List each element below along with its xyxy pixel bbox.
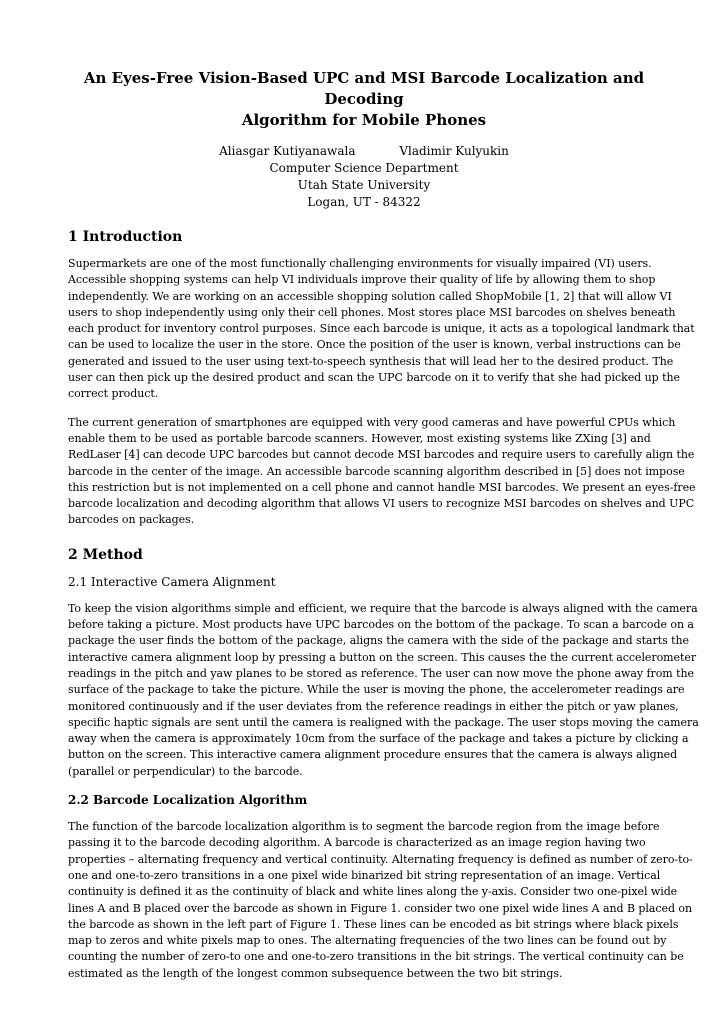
text-line: user can then pick up the desired product and scan the UPC barcode on it to verify that she had picked up the bbox=[68, 371, 680, 385]
text-line: independently. We are working on an accessible shopping solution called ShopMobile [1, 2] that will allow VI bbox=[68, 289, 672, 303]
text-line: map to zeros and white pixels map to ones. The alternating frequencies of the two lines can be found out by bbox=[68, 934, 667, 948]
text-line: this restriction but is not implemented on a cell phone and cannot handle MSI barcodes. We present an eyes-free bbox=[68, 480, 696, 494]
author-department: Computer Science Department bbox=[269, 161, 459, 175]
section-heading-introduction: 1 Introduction bbox=[68, 229, 183, 245]
text-line: counting the number of zero-to one and one-to-zero transitions in the bit strings. The vertical continuity can be bbox=[68, 950, 684, 964]
text-line: To keep the vision algorithms simple and efficient, we require that the barcode is always aligned with the camera bbox=[68, 601, 698, 615]
intro-paragraph-2 bbox=[68, 415, 696, 529]
subsection-heading-barcode-localization: 2.2 Barcode Localization Algorithm bbox=[68, 793, 308, 808]
text-line: interactive camera alignment loop by pressing a button on the screen. This causes the the current accelerometer bbox=[68, 650, 697, 664]
text-line: one and one-to-zero transitions in a one pixel wide binarized bit string representation of an image. Vertical bbox=[68, 868, 661, 882]
title-line-2: Algorithm for Mobile Phones bbox=[241, 111, 487, 129]
text-line: properties – alternating frequency and vertical continuity. Alternating frequency is defined as number of zero-to- bbox=[68, 852, 693, 866]
author-1: Aliasgar Kutiyanawala bbox=[219, 144, 356, 158]
text-line: away when the camera is approximately 10cm from the surface of the package and takes a picture by clicking a bbox=[68, 732, 689, 746]
author-university: Utah State University bbox=[297, 178, 431, 192]
text-line: barcodes on packages. bbox=[68, 513, 195, 527]
text-line: RedLaser [4] can decode UPC barcodes but cannot decode MSI barcodes and require users to carefully align the bbox=[68, 448, 695, 462]
text-line: each product for inventory control purposes. Since each barcode is unique, it acts as a topological landmark that bbox=[68, 322, 695, 336]
text-line: readings in the pitch and yaw planes to be stored as reference. The user can now move the phone away from the bbox=[68, 666, 695, 680]
text-line: button on the screen. This interactive camera alignment procedure ensures that the camera is always aligned bbox=[68, 748, 678, 762]
text-line: generated and issued to the user using text-to-speech synthesis that will lead her to the desired product. The bbox=[68, 354, 674, 368]
text-line: lines A and B placed over the barcode as shown in Figure 1. consider two one pixel wide lines A and B placed on bbox=[68, 901, 693, 915]
text-line: continuity is defined it as the continuity of black and white lines along the y-axis. Consider two one-pixel wide bbox=[68, 885, 678, 899]
text-line: specific haptic signals are sent until the camera is realigned with the package. The user stops moving the camera bbox=[68, 715, 699, 729]
text-line: monitored continuously and if the user deviates from the reference readings in either the pitch or yaw planes, bbox=[68, 699, 679, 713]
text-line: passing it to the barcode decoding algorithm. A barcode is characterized as an image region having two bbox=[68, 836, 646, 850]
barcode-localization-paragraph bbox=[68, 819, 693, 982]
author-names bbox=[68, 143, 660, 160]
text-line: enable them to be used as portable barcode scanners. However, most existing systems like ZXing [3] and bbox=[68, 431, 651, 445]
text-line: Supermarkets are one of the most functionally challenging environments for visually impaired (VI) users. bbox=[68, 257, 652, 270]
intro-paragraph-1 bbox=[68, 256, 695, 403]
text-line: package the user finds the bottom of the package, aligns the camera with the side of the package and starts the bbox=[68, 634, 690, 648]
camera-alignment-paragraph bbox=[68, 601, 699, 780]
text-line: correct product. bbox=[68, 387, 159, 401]
section-heading-method: 2 Method bbox=[68, 546, 143, 563]
text-line: barcode localization and decoding algorithm that allows VI users to recognize MSI barcodes on shelves and UPC bbox=[68, 497, 695, 511]
text-line: the barcode as shown in the left part of Figure 1. These lines can be encoded as bit strings where black pixels bbox=[68, 917, 679, 931]
paper-title bbox=[68, 68, 660, 131]
text-line: The function of the barcode localization algorithm is to segment the barcode region from the image before bbox=[68, 820, 660, 834]
text-line: estimated as the length of the longest common subsequence between the two bit strings. bbox=[68, 966, 563, 980]
text-line: before taking a picture. Most products have UPC barcodes on the bottom of the package. To scan a barcode on a bbox=[68, 618, 694, 632]
paper-page bbox=[68, 68, 699, 994]
subsection-heading-camera-alignment: 2.1 Interactive Camera Alignment bbox=[68, 574, 276, 589]
text-line: barcode in the center of the image. An accessible barcode scanning algorithm described in [5] does not impose bbox=[68, 464, 685, 478]
text-line: (parallel or perpendicular) to the barcode. bbox=[68, 764, 303, 778]
author-block bbox=[68, 143, 660, 211]
text-line: can be used to localize the user in the store. Once the position of the user is known, verbal instructions can be bbox=[68, 338, 681, 352]
text-line: users to shop independently using only their cell phones. Most stores place MSI barcodes on shelves beneath bbox=[68, 305, 676, 319]
text-line: Accessible shopping systems can help VI individuals improve their quality of life by allowing them to shop bbox=[68, 273, 656, 287]
author-location: Logan, UT - 84322 bbox=[307, 195, 421, 209]
text-line: surface of the package to take the picture. While the user is moving the phone, the accelerometer readings are bbox=[68, 683, 685, 697]
author-2: Vladimir Kulyukin bbox=[399, 144, 509, 158]
title-line-1: An Eyes-Free Vision-Based UPC and MSI Barcode Localization and Decoding bbox=[83, 69, 645, 108]
text-line: The current generation of smartphones are equipped with very good cameras and have powerful CPUs which bbox=[68, 415, 676, 429]
